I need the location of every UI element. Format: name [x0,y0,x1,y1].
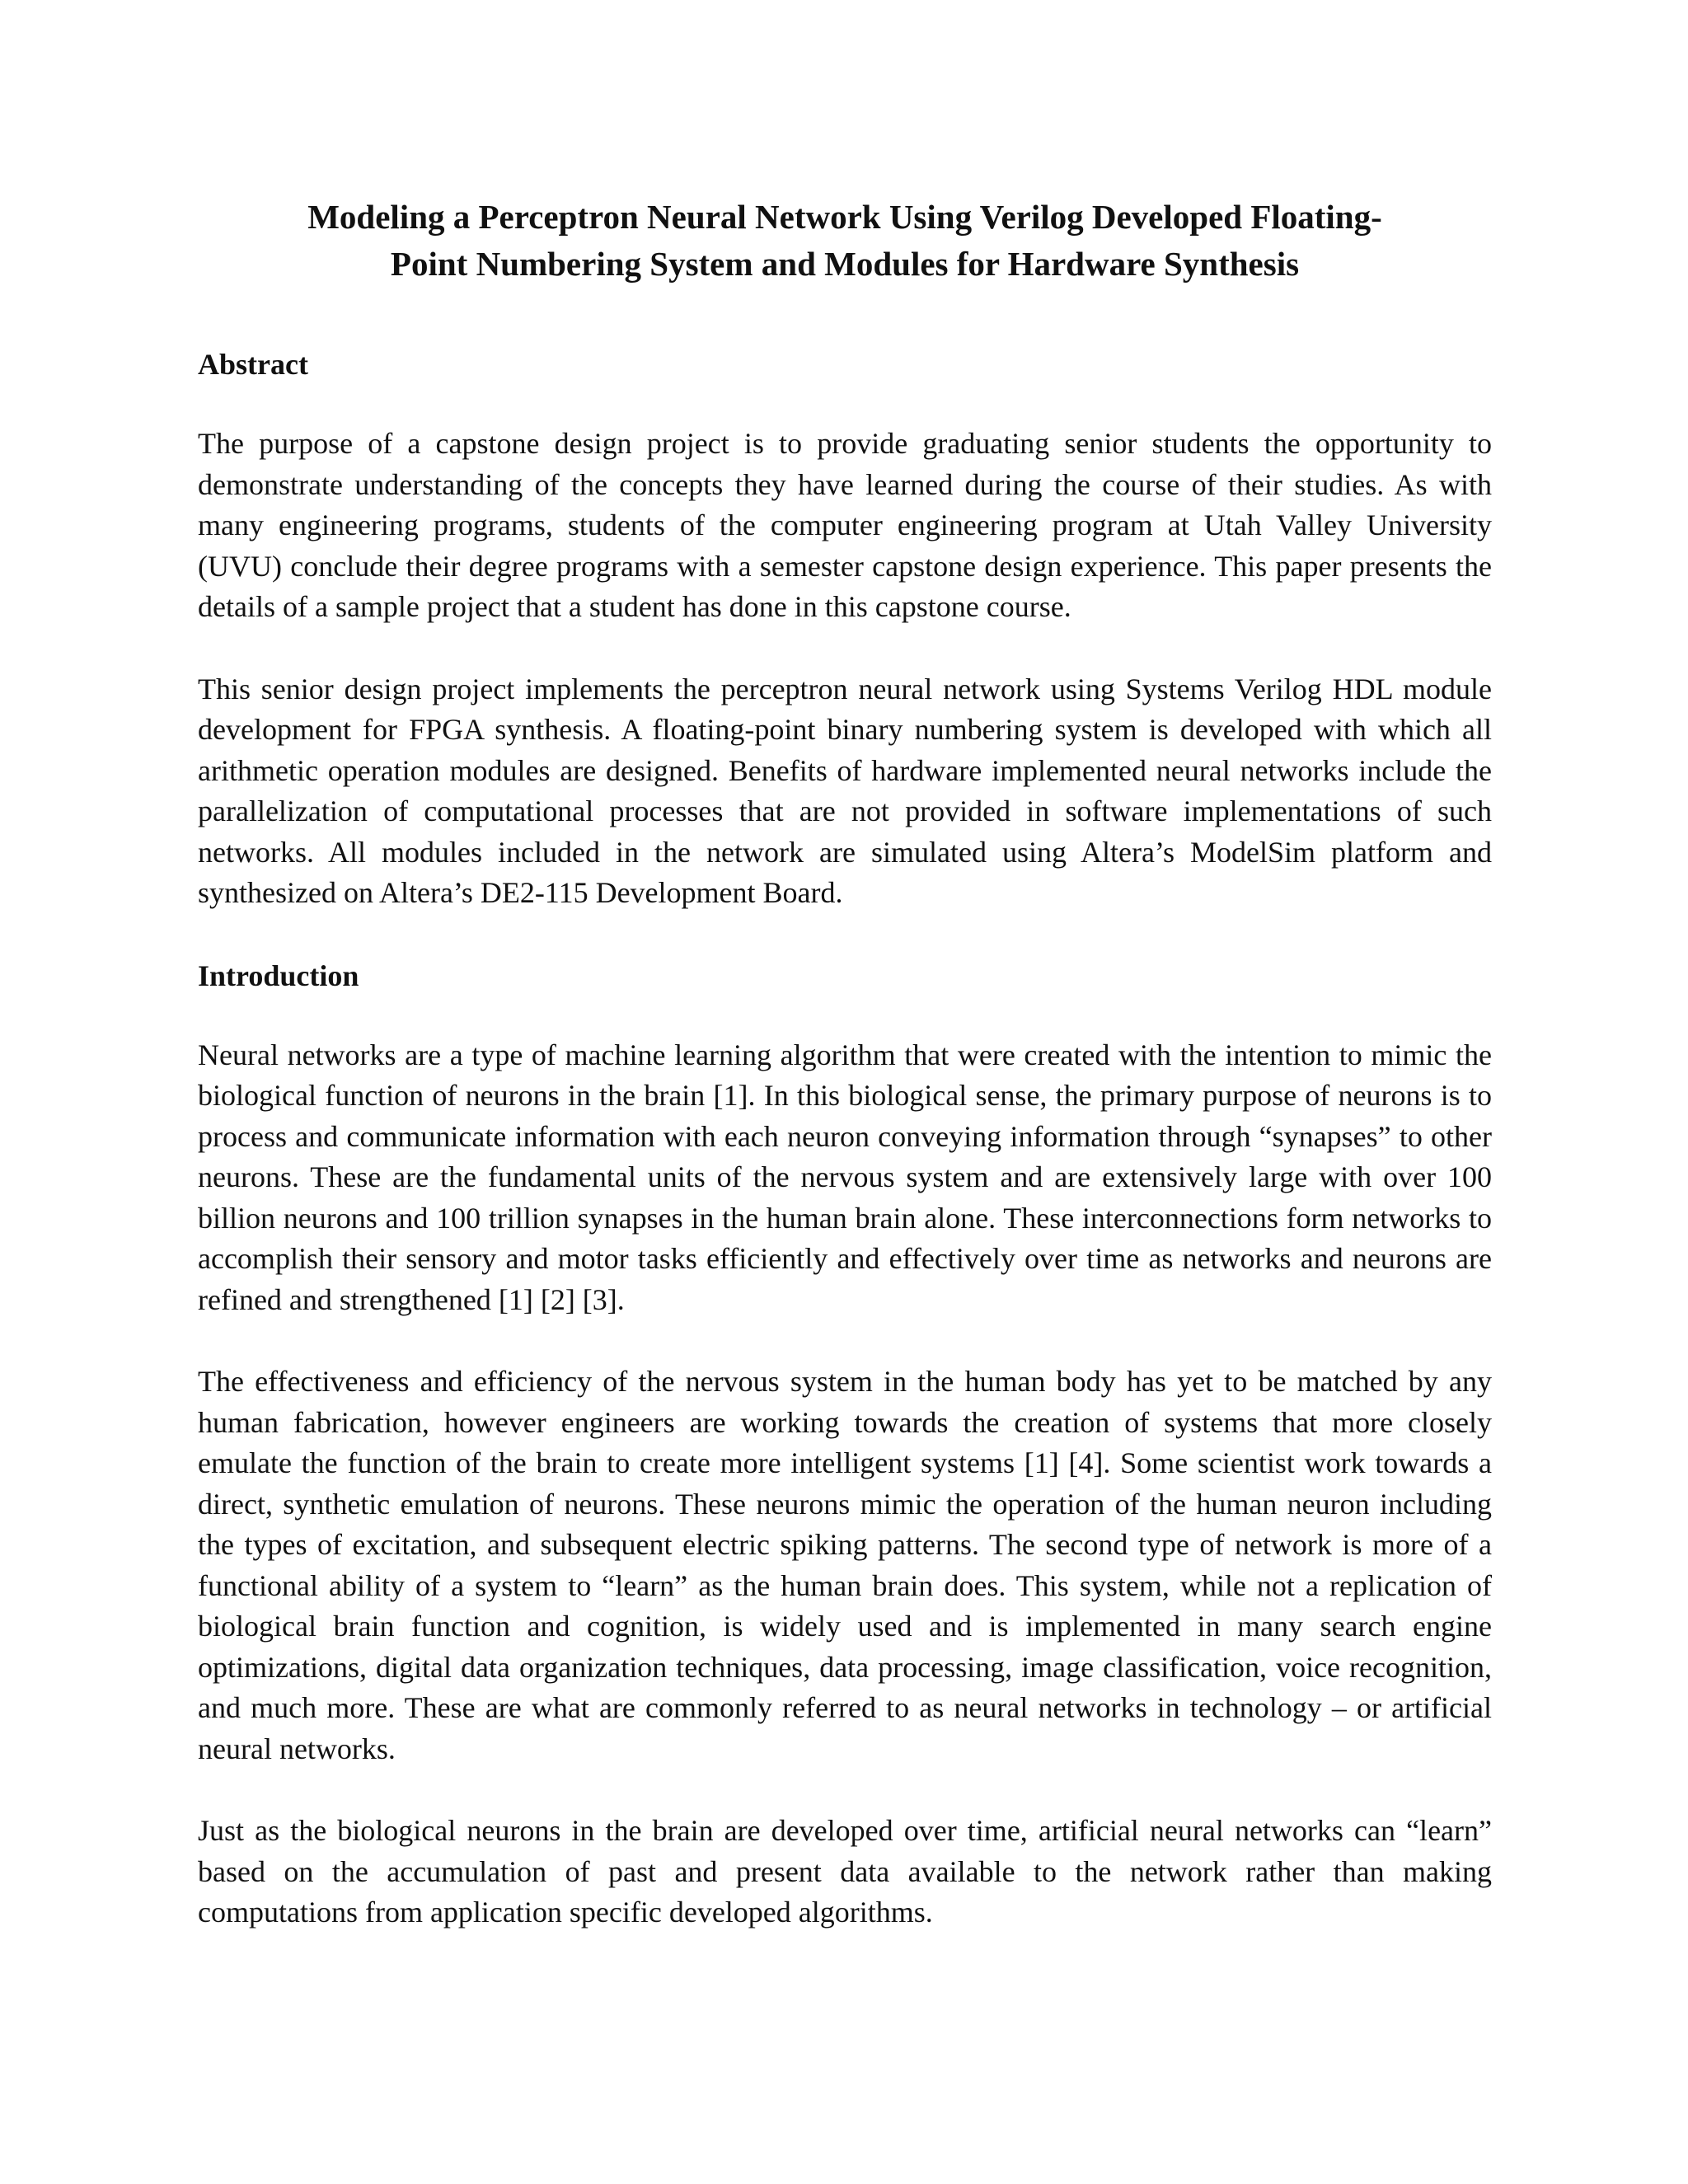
document-body [198,194,1492,1933]
introduction-heading: Introduction [198,958,359,992]
abstract-paragraph-1: The purpose of a capstone design project is to provide graduating senior students the opportunity to demonstrate understanding of the concepts they have learned during the course of their studies. As with many engineering programs, students of the computer engineering program at Utah Valley University (UVU) conclude their degree programs with a semester capstone design experience. This paper presents the details of a sample project that a student has done in this capstone course. [198,427,1492,623]
introduction-section [198,955,1492,1933]
introduction-paragraph-2: The effectiveness and efficiency of the nervous system in the human body has yet to be matched by any human fabrication, however engineers are working towards the creation of systems that more closely emulate the function of the brain to create more intelligent systems [1] [4]. Some scientist work towards a direct, synthetic emulation of neurons. These neurons mimic the operation of the human neuron including the types of excitation, and subsequent electric spiking patterns. The second type of network is more of a functional ability of a system to “learn” as the human brain does. This system, while not a replication of biological brain function and cognition, is widely used and is implemented in many search engine optimizations, digital data organization techniques, data processing, image classification, voice recognition, and much more. These are what are commonly referred to as neural networks in technology – or artificial neural networks. [198,1365,1492,1765]
abstract-section [198,344,1492,914]
introduction-paragraph-3: Just as the biological neurons in the brain are developed over time, artificial neural networks can “learn” based on the accumulation of past and present data available to the network rather than making computations from application specific developed algorithms. [198,1814,1492,1929]
paper-title [198,194,1492,288]
paper-title-line-1: Modeling a Perceptron Neural Network Using Verilog Developed Floating- [307,198,1382,236]
abstract-paragraph-2: This senior design project implements the perceptron neural network using Systems Verilog HDL module development for FPGA synthesis. A floating-point binary numbering system is developed with which all arithmetic operation modules are designed. Benefits of hardware implemented neural networks include the parallelization of computational processes that are not provided in software implementations of such networks. All modules included in the network are simulated using Altera’s ModelSim platform and synthesized on Altera’s DE2-115 Development Board. [198,672,1492,909]
paper-title-line-2: Point Numbering System and Modules for Hardware Synthesis [390,245,1300,283]
introduction-paragraph-1: Neural networks are a type of machine learning algorithm that were created with the intention to mimic the biological function of neurons in the brain [1]. In this biological sense, the primary purpose of neurons is to process and communicate information with each neuron conveying information through “synapses” to other neurons. These are the fundamental units of the nervous system and are extensively large with over 100 billion neurons and 100 trillion synapses in the human brain alone. These interconnections form networks to accomplish their sensory and motor tasks efficiently and effectively over time as networks and neurons are refined and strengthened [1] [2] [3]. [198,1038,1492,1316]
abstract-heading: Abstract [198,348,308,381]
